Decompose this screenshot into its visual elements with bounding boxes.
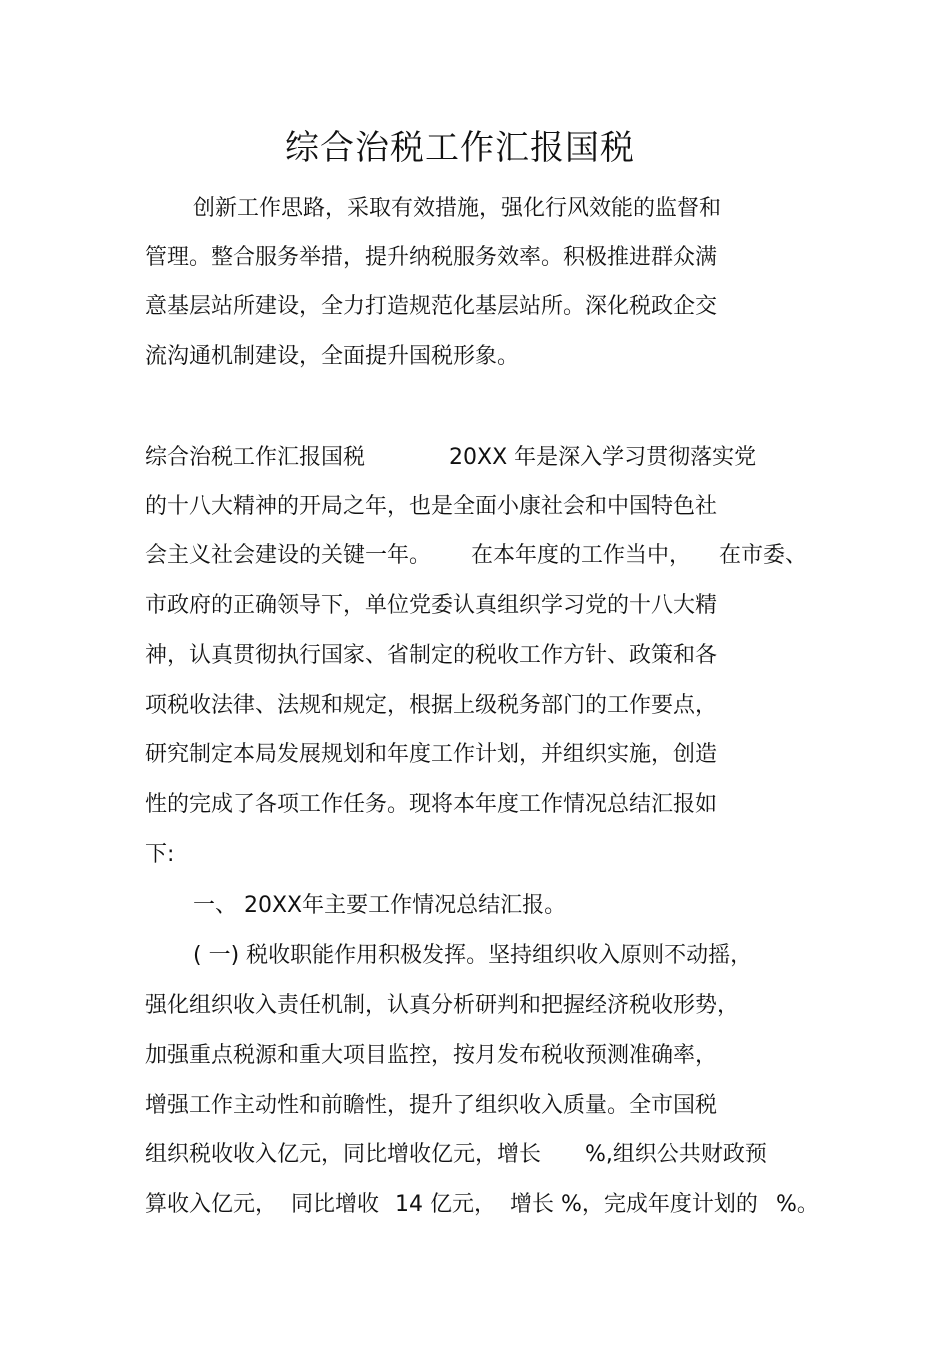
text-segment: 算收入亿元， (145, 1192, 278, 1217)
paragraph-line (145, 541, 807, 571)
text-segment: 同比增收 (291, 1192, 380, 1217)
paragraph-line: 加强重点税源和重大项目监控，按月发布税收预测准确率， (145, 1043, 718, 1068)
paragraph-line: 研究制定本局发展规划和年度工作计划，并组织实施，创造 (145, 742, 718, 767)
paragraph-line: 性的完成了各项工作任务。现将本年度工作情况总结汇报如 (145, 792, 718, 817)
text-segment: 在市委、 (719, 543, 808, 568)
paragraph-line: 意基层站所建设，全力打造规范化基层站所。深化税政企交 (145, 294, 718, 319)
text-segment: 20XX 年是深入学习贯彻落实党 (449, 445, 757, 470)
text-segment: 组织税收收入亿元，同比增收亿元，增长 (145, 1142, 542, 1167)
paragraph-line: ( 一) 税收职能作用积极发挥。坚持组织收入原则不动摇， (193, 943, 753, 968)
inline-heading: 综合治税工作汇报国税 (145, 445, 366, 470)
paragraph-line: 创新工作思路，采取有效措施，强化行风效能的监督和 (193, 196, 722, 221)
text-segment: 14 亿元， (395, 1192, 497, 1217)
paragraph-line: 下: (145, 842, 175, 867)
paragraph-line: 的十八大精神的开局之年，也是全面小康社会和中国特色社 (145, 494, 718, 519)
text-segment: %。 (775, 1192, 819, 1217)
paragraph-line: 神，认真贯彻执行国家、省制定的税收工作方针、政策和各 (145, 643, 718, 668)
paragraph-line: 增强工作主动性和前瞻性，提升了组织收入质量。全市国税 (145, 1093, 718, 1118)
paragraph-line: 强化组织收入责任机制，认真分析研判和把握经济税收形势， (145, 993, 740, 1018)
paragraph-line (145, 1190, 819, 1220)
text-segment: 增长 %，完成年度计划的 (510, 1192, 758, 1217)
section-heading: 一、 20XX年主要工作情况总结汇报。 (193, 893, 567, 918)
document-title: 综合治税工作汇报国税 (285, 128, 635, 168)
text-segment: %,组织公共财政预 (585, 1142, 767, 1167)
paragraph-line (145, 443, 756, 473)
paragraph-line: 项税收法律、法规和规定，根据上级税务部门的工作要点， (145, 693, 718, 718)
paragraph-line (145, 1140, 767, 1170)
text-segment: 会主义社会建设的关键一年。 (145, 543, 432, 568)
text-segment: 在本年度的工作当中， (471, 543, 692, 568)
paragraph-line: 管理。整合服务举措，提升纳税服务效率。积极推进群众满 (145, 245, 718, 270)
paragraph-line: 市政府的正确领导下，单位党委认真组织学习党的十八大精 (145, 593, 718, 618)
paragraph-line: 流沟通机制建设，全面提升国税形象。 (145, 344, 520, 369)
